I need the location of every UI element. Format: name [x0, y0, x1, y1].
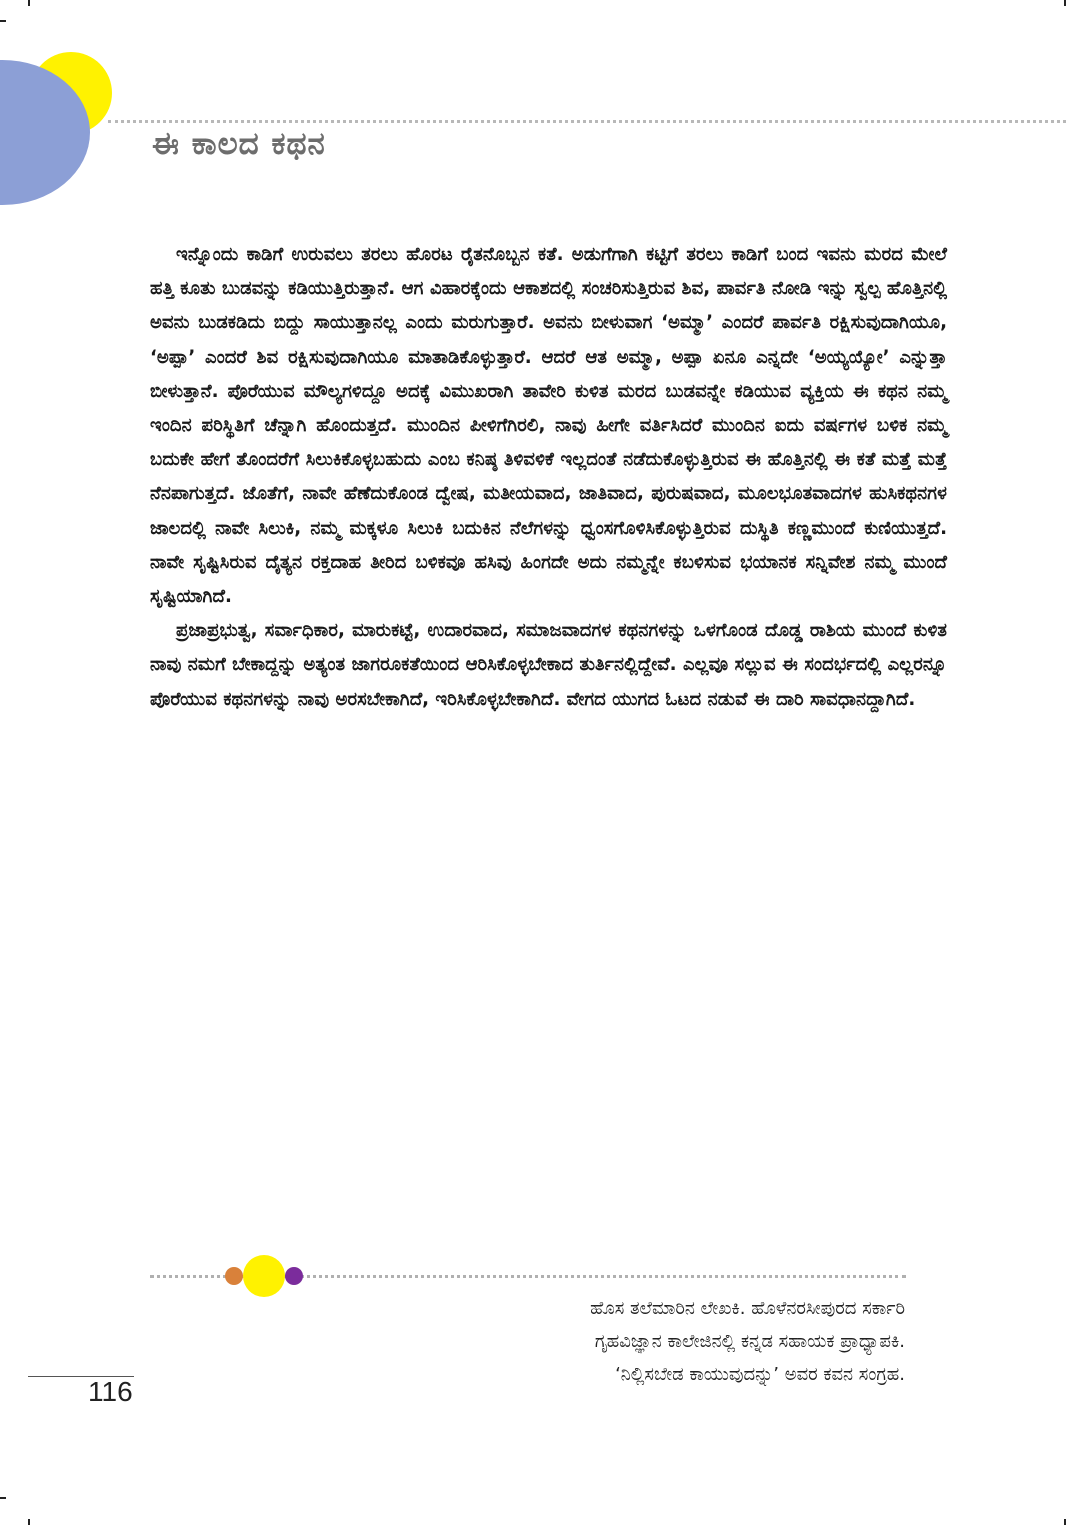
paragraph-1: ಇನ್ನೊಂದು ಕಾಡಿಗೆ ಉರುವಲು ತರಲು ಹೊರಟ ರೈತನೊಬ್ಬನ ಕತೆ. ಅಡುಗೆಗಾಗಿ ಕಟ್ಟಿಗೆ ತರಲು ಕಾಡಿಗೆ ಬಂದ ಇವನು ಮರದ ಮೇಲೆ ಹತ್ತಿ ಕೂತು ಬುಡವನ್ನು ಕಡಿಯುತ್ತಿರುತ್ತಾನೆ. ಆಗ ವಿಹಾರಕ್ಕೆಂದು ಆಕಾಶದಲ್ಲಿ ಸಂಚರಿಸುತ್ತಿರುವ ಶಿವ, ಪಾರ್ವತಿ ನೋಡಿ ಇನ್ನು ಸ್ವಲ್ಪ ಹೊತ್ತಿನಲ್ಲಿ ಅವನು ಬುಡಕಡಿದು ಬಿದ್ದು ಸಾಯುತ್ತಾನಲ್ಲ ಎಂದು ಮರುಗುತ್ತಾರೆ. ಅವನು ಬೀಳುವಾಗ ‘ಅಮ್ಮಾ’ ಎಂದರೆ ಪಾರ್ವತಿ ರಕ್ಷಿಸುವುದಾಗಿಯೂ, ‘ಅಪ್ಪಾ’ ಎಂದರೆ ಶಿವ ರಕ್ಷಿಸುವುದಾಗಿಯೂ ಮಾತಾಡಿಕೊಳ್ಳುತ್ತಾರೆ. ಆದರೆ ಆತ ಅಮ್ಮಾ, ಅಪ್ಪಾ ಏನೂ ಎನ್ನದೇ ‘ಅಯ್ಯಯ್ಯೋ’ ಎನ್ನುತ್ತಾ ಬೀಳುತ್ತಾನೆ. ಪೊರೆಯುವ ಮೌಲ್ಯಗಳಿದ್ದೂ ಅದಕ್ಕೆ ವಿಮುಖರಾಗಿ ತಾವೇರಿ ಕುಳಿತ ಮರದ ಬುಡವನ್ನೇ ಕಡಿಯುವ ವ್ಯಕ್ತಿಯ ಈ ಕಥನ ನಮ್ಮ ಇಂದಿನ ಪರಿಸ್ಥಿತಿಗೆ ಚೆನ್ನಾಗಿ ಹೊಂದುತ್ತದೆ. ಮುಂದಿನ ಪೀಳಿಗೆಗಿರಲಿ, ನಾವು ಹೀಗೇ ವರ್ತಿಸಿದರೆ ಮುಂದಿನ ಐದು ವರ್ಷಗಳ ಬಳಿಕ ನಮ್ಮ ಬದುಕೇ ಹೇಗೆ ತೊಂದರೆಗೆ ಸಿಲುಕಿಕೊಳ್ಳಬಹುದು ಎಂಬ ಕನಿಷ್ಠ ತಿಳಿವಳಿಕೆ ಇಲ್ಲದಂತೆ ನಡೆದುಕೊಳ್ಳುತ್ತಿರುವ ಈ ಹೊತ್ತಿನಲ್ಲಿ ಈ ಕತೆ ಮತ್ತೆ ಮತ್ತೆ ನೆನಪಾಗುತ್ತದೆ. ಜೊತೆಗೆ, ನಾವೇ ಹೆಣೆದುಕೊಂಡ ದ್ವೇಷ, ಮತೀಯವಾದ, ಜಾತಿವಾದ, ಪುರುಷವಾದ, ಮೂಲಭೂತವಾದಗಳ ಹುಸಿಕಥನಗಳ ಜಾಲದಲ್ಲಿ ನಾವೇ ಸಿಲುಕಿ, ನಮ್ಮ ಮಕ್ಕಳೂ ಸಿಲುಕಿ ಬದುಕಿನ ನೆಲೆಗಳನ್ನು ಧ್ವಂಸಗೊಳಿಸಿಕೊಳ್ಳುತ್ತಿರುವ ದುಸ್ಥಿತಿ ಕಣ್ಣಮುಂದೆ ಕುಣಿಯುತ್ತದೆ. ನಾವೇ ಸೃಷ್ಟಿಸಿರುವ ದೈತ್ಯನ ರಕ್ತದಾಹ ತೀರಿದ ಬಳಿಕವೂ ಹಸಿವು ಹಿಂಗದೇ ಅದು ನಮ್ಮನ್ನೇ ಕಬಳಿಸುವ ಭಯಾನಕ ಸನ್ನಿವೇಶ ನಮ್ಮ ಮುಂದೆ ಸೃಷ್ಟಿಯಾಗಿದೆ. — [150, 244, 947, 608]
decorative-yellow-dot — [243, 1255, 285, 1297]
crop-mark — [1064, 1519, 1066, 1525]
page-title: ಈ ಕಾಲದ ಕಥನ — [152, 126, 326, 162]
title-dotted-rule — [108, 120, 1066, 123]
crop-mark — [28, 1519, 30, 1525]
article-body — [150, 238, 947, 717]
author-note — [420, 1292, 905, 1391]
crop-mark — [0, 1497, 6, 1499]
paragraph-2: ಪ್ರಜಾಪ್ರಭುತ್ವ, ಸರ್ವಾಧಿಕಾರ, ಮಾರುಕಟ್ಟೆ, ಉದಾರವಾದ, ಸಮಾಜವಾದಗಳ ಕಥನಗಳನ್ನು ಒಳಗೊಂಡ ದೊಡ್ಡ ರಾಶಿಯ ಮುಂದೆ ಕುಳಿತ ನಾವು ನಮಗೆ ಬೇಕಾದ್ದನ್ನು ಅತ್ಯಂತ ಜಾಗರೂಕತೆಯಿಂದ ಆರಿಸಿಕೊಳ್ಳಬೇಕಾದ ತುರ್ತಿನಲ್ಲಿದ್ದೇವೆ. ಎಲ್ಲವೂ ಸಲ್ಲುವ ಈ ಸಂದರ್ಭದಲ್ಲಿ ಎಲ್ಲರನ್ನೂ ಪೊರೆಯುವ ಕಥನಗಳನ್ನು ನಾವು ಅರಸಬೇಕಾಗಿದೆ, ಇರಿಸಿಕೊಳ್ಳಬೇಕಾಗಿದೆ. ವೇಗದ ಯುಗದ ಓಟದ ನಡುವೆ ಈ ದಾರಿ ಸಾವಧಾನದ್ದಾಗಿದೆ. — [150, 620, 947, 710]
crop-mark — [28, 0, 30, 6]
author-note-line-3: ‘ನಿಲ್ಲಿಸಬೇಡ ಕಾಯುವುದನ್ನು’ ಅವರ ಕವನ ಸಂಗ್ರಹ. — [615, 1364, 905, 1385]
decorative-orange-dot — [225, 1267, 243, 1285]
crop-mark — [1064, 0, 1066, 6]
author-note-line-1: ಹೊಸ ತಲೆಮಾರಿನ ಲೇಖಕಿ. ಹೊಳೆನರಸೀಪುರದ ಸರ್ಕಾರಿ — [590, 1298, 905, 1319]
page-number: 116 — [88, 1376, 133, 1407]
crop-mark — [0, 20, 6, 22]
decorative-purple-dot — [285, 1267, 303, 1285]
author-note-line-2: ಗೃಹವಿಜ್ಞಾನ ಕಾಲೇಜಿನಲ್ಲಿ ಕನ್ನಡ ಸಹಾಯಕ ಪ್ರಾಧ್ಯಾಪಕಿ. — [594, 1331, 905, 1352]
